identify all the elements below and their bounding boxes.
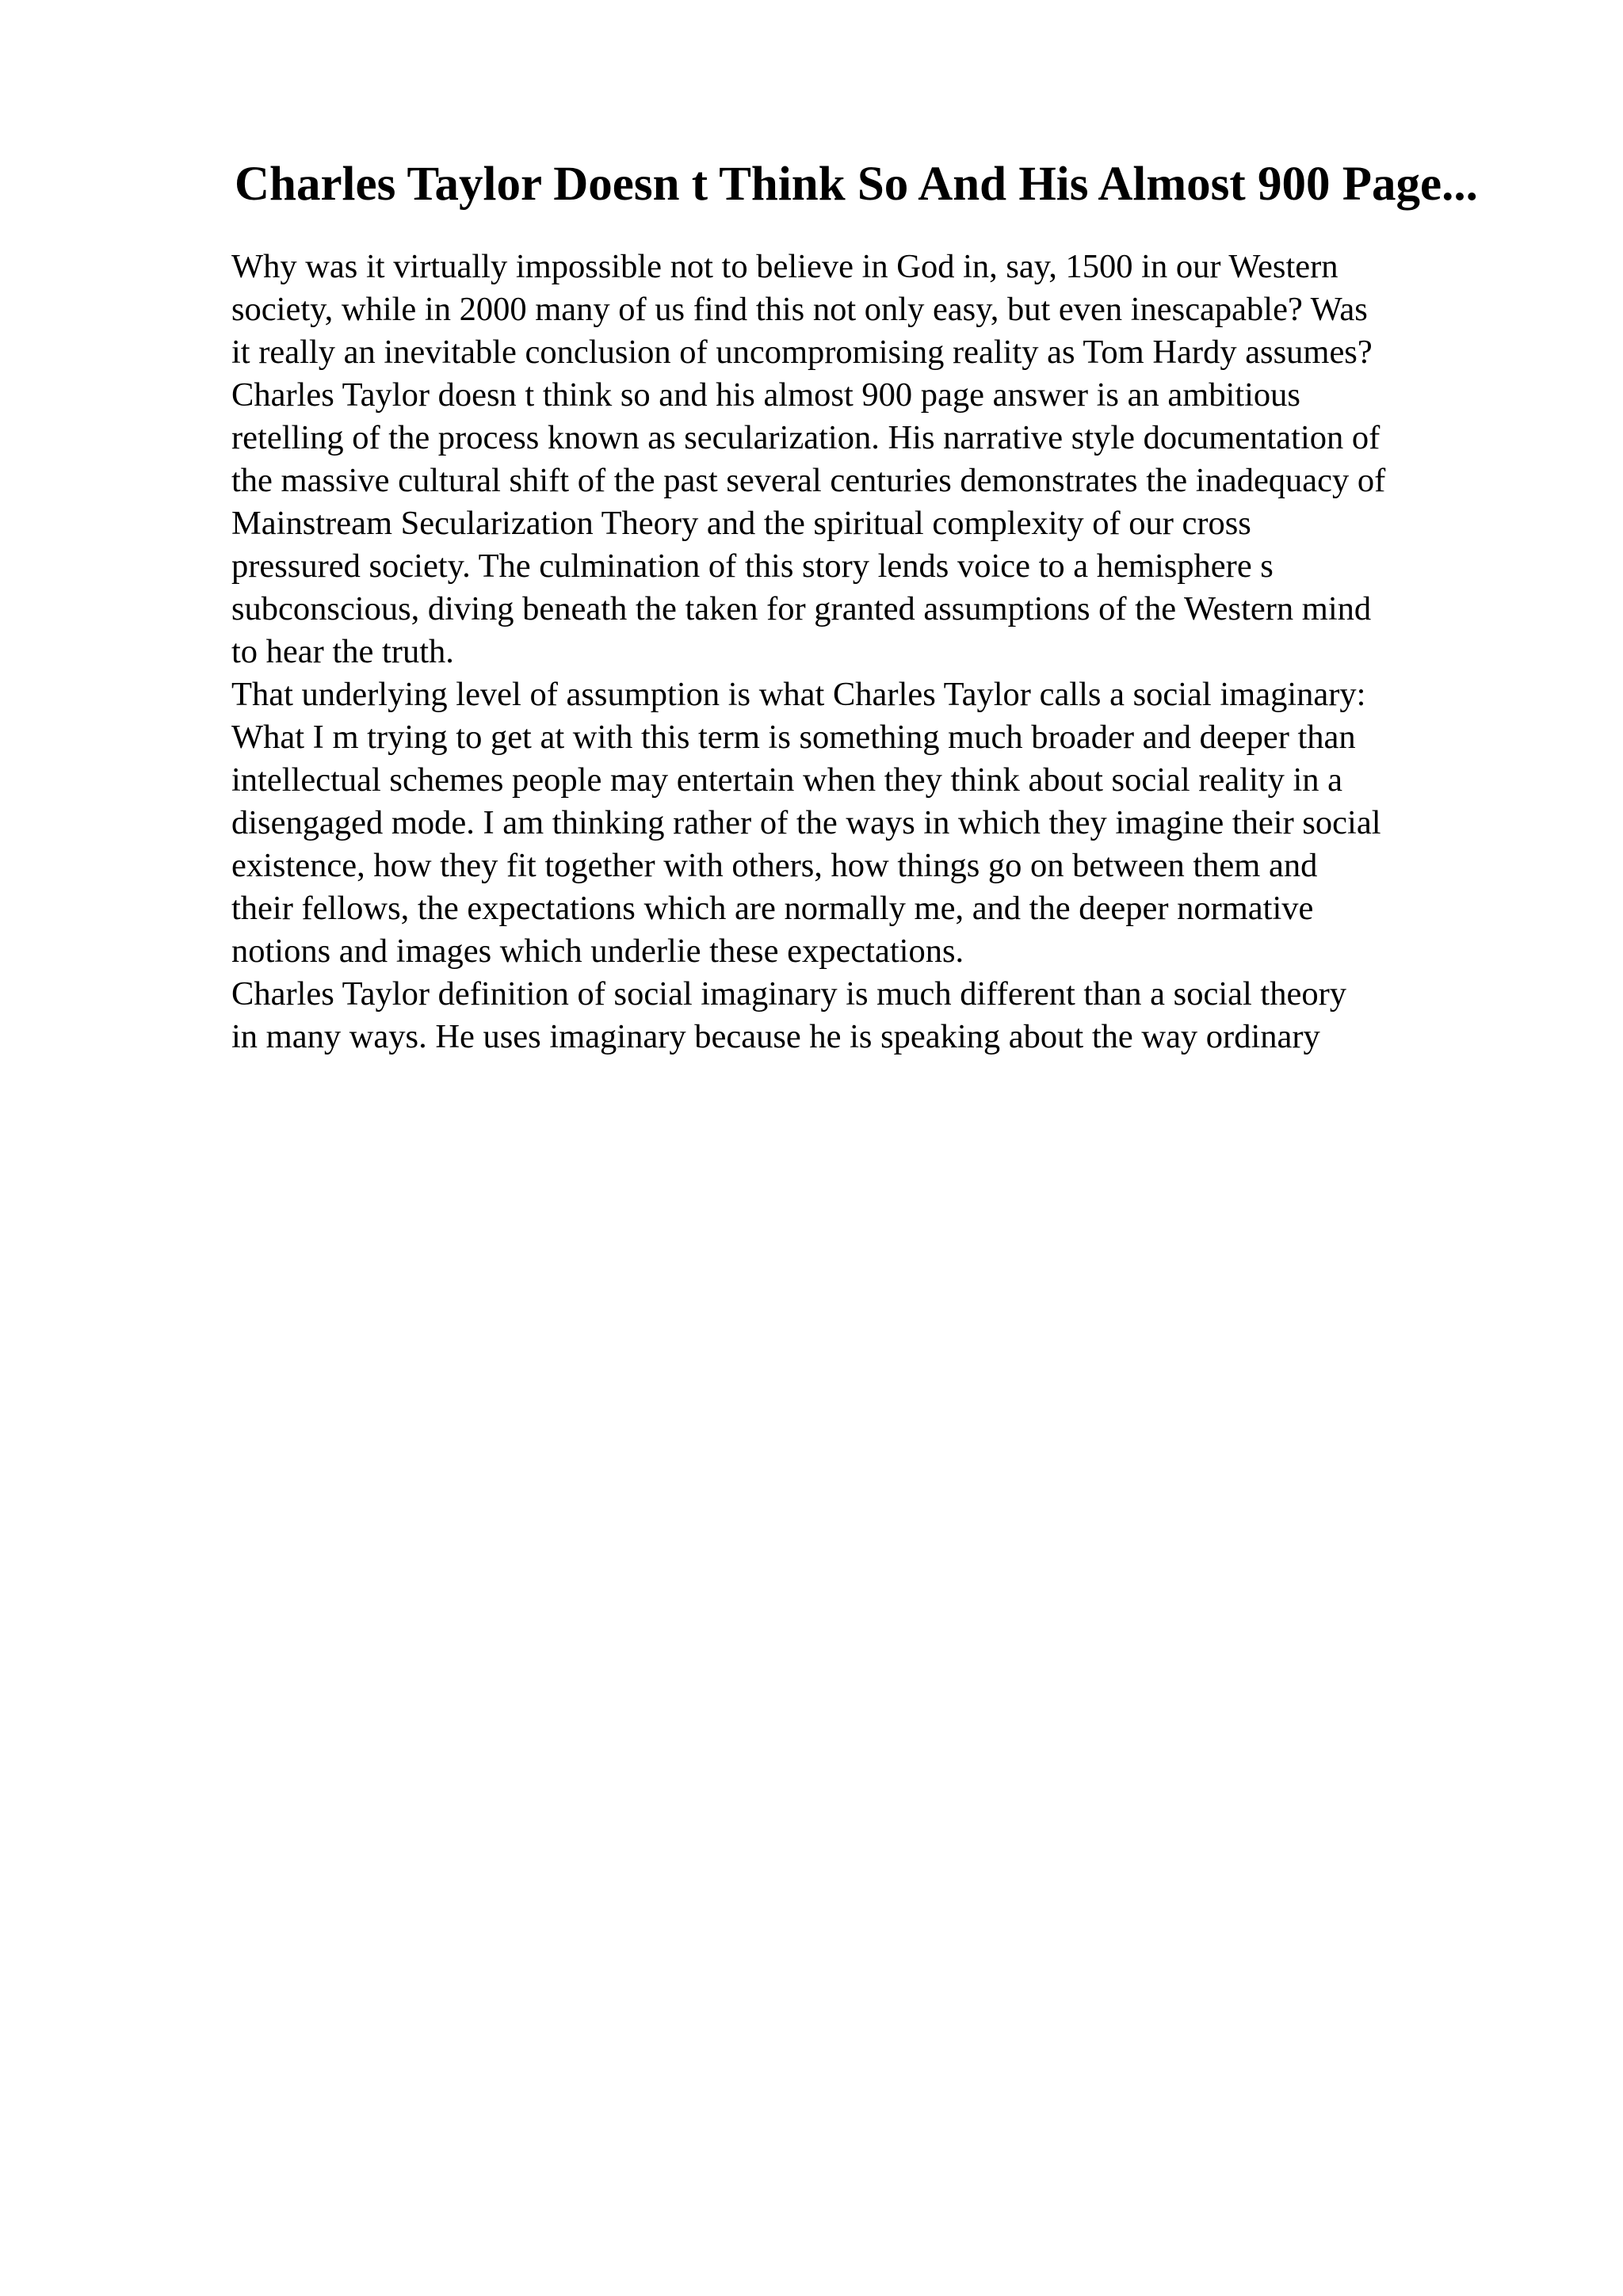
text-line: to hear the truth. — [231, 633, 454, 670]
document-title: Charles Taylor Doesn t Think So And His Almost 900 Page... — [235, 158, 1478, 211]
text-line: it really an inevitable conclusion of uncompromising reality as Tom Hardy assumes? — [231, 334, 1373, 371]
text-line: Why was it virtually impossible not to believe in God in, say, 1500 in our Western — [231, 248, 1338, 285]
text-line: retelling of the process known as secularization. His narrative style documentation of — [231, 419, 1381, 456]
text-line: Charles Taylor definition of social imaginary is much different than a social theory — [231, 975, 1347, 1013]
text-line: the massive cultural shift of the past several centuries demonstrates the inadequacy of — [231, 462, 1386, 499]
text-line: society, while in 2000 many of us find this not only easy, but even inescapable? Was — [231, 291, 1368, 328]
text-line: That underlying level of assumption is what Charles Taylor calls a social imaginary: — [231, 676, 1366, 713]
text-line: intellectual schemes people may entertain when they think about social reality in a — [231, 761, 1343, 799]
text-line: in many ways. He uses imaginary because he is speaking about the way ordinary — [231, 1018, 1320, 1055]
text-line: Mainstream Secularization Theory and the spiritual complexity of our cross — [231, 505, 1251, 542]
text-line: their fellows, the expectations which are normally me, and the deeper normative — [231, 890, 1314, 927]
document-body — [231, 246, 1515, 1058]
text-line: What I m trying to get at with this term is something much broader and deeper than — [231, 719, 1356, 756]
text-line: notions and images which underlie these expectations. — [231, 933, 964, 970]
text-line: disengaged mode. I am thinking rather of the ways in which they imagine their social — [231, 804, 1381, 841]
text-line: subconscious, diving beneath the taken for granted assumptions of the Western mind — [231, 590, 1372, 627]
text-line: pressured society. The culmination of this story lends voice to a hemisphere s — [231, 547, 1274, 585]
text-line: existence, how they fit together with others, how things go on between them and — [231, 847, 1318, 884]
text-line: Charles Taylor doesn t think so and his almost 900 page answer is an ambitious — [231, 376, 1300, 414]
